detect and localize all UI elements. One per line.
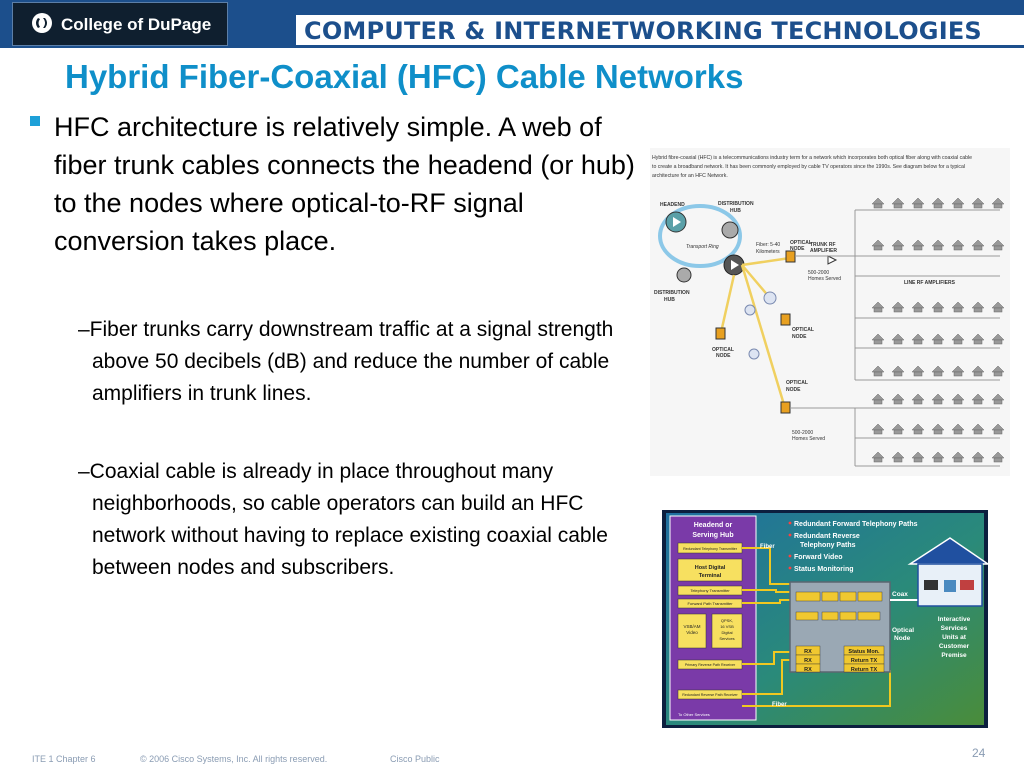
svg-text:DISTRIBUTION: DISTRIBUTION (654, 290, 690, 296)
svg-text:Homes Served: Homes Served (808, 276, 842, 282)
svg-text:Host Digital: Host Digital (694, 565, 726, 571)
svg-text:Status Monitoring: Status Monitoring (794, 566, 854, 573)
svg-text:Primary Reverse Path Receiver: Primary Reverse Path Receiver (684, 663, 736, 667)
svg-text:Headend or: Headend or (693, 522, 733, 529)
diagram-caption-line2: to create a broadband network. It has been commonly employed by cable TV operators since the 1990s. See diagram below for a typical (652, 164, 966, 170)
svg-text:Terminal: Terminal (698, 573, 722, 579)
svg-text:Premise: Premise (941, 652, 967, 659)
optical-node-icon (781, 314, 790, 325)
svg-text:Return TX: Return TX (850, 658, 878, 664)
svg-text:Serving Hub: Serving Hub (692, 532, 734, 539)
college-logo (12, 2, 228, 46)
svg-text:16 VSB: 16 VSB (720, 624, 734, 629)
optical-node-diagram (662, 510, 988, 728)
program-banner (296, 15, 1024, 45)
fiber-distance-label: Fiber: 5-40 (756, 242, 781, 248)
footer-copyright: © 2006 Cisco Systems, Inc. All rights reserved. (140, 754, 328, 764)
svg-text:NODE: NODE (790, 246, 805, 252)
svg-text:OPTICAL: OPTICAL (786, 380, 808, 386)
houses-row (872, 366, 1004, 376)
main-bullet-text: HFC architecture is relatively simple. A web of fiber trunk cables connects the headend (or hub) to the nodes where optical-to-RF signal conversion takes place. (54, 112, 635, 256)
svg-text:VSB/AM: VSB/AM (683, 624, 701, 629)
svg-text:NODE: NODE (716, 353, 731, 359)
footer-chapter: ITE 1 Chapter 6 (32, 754, 96, 764)
trunk-rf-amplifier-label: TRUNK RF (810, 242, 836, 248)
optical-node-icon (716, 328, 725, 339)
svg-text:Forward Video: Forward Video (794, 554, 843, 561)
college-name: College of DuPage (61, 15, 212, 34)
svg-text:To Other Services: To Other Services (678, 712, 710, 717)
houses-row (872, 424, 1004, 434)
svg-text:Redundant Reverse: Redundant Reverse (794, 533, 860, 540)
sub-bullet-fiber-trunks: –Fiber trunks carry downstream traffic at a signal strength above 50 decibels (dB) and reduce the number of cable amplifiers in trunk lines. (78, 318, 614, 405)
svg-text:Interactive: Interactive (937, 616, 971, 623)
svg-text:Services: Services (719, 636, 735, 641)
diagram-caption-line1: Hybrid fibre-coaxial (HFC) is a telecommunications industry term for a network which incorporates both optical fiber along with coaxial cable (652, 155, 973, 161)
distribution-hub-icon (722, 222, 738, 238)
svg-text:RX: RX (804, 649, 812, 655)
svg-text:RX: RX (804, 658, 812, 664)
line-rf-amplifiers-label: LINE RF AMPLIFIERS (904, 280, 955, 286)
svg-text:Video: Video (686, 630, 698, 635)
houses-row (872, 302, 1004, 312)
svg-text:Return TX: Return TX (850, 667, 878, 673)
svg-text:AMPLIFIER: AMPLIFIER (810, 248, 837, 254)
svg-text:Status Mon.: Status Mon. (848, 649, 880, 655)
headend-label: HEADEND (660, 202, 685, 208)
svg-text:QPSK,: QPSK, (720, 618, 734, 623)
svg-text:NODE: NODE (786, 387, 801, 393)
svg-text:Optical: Optical (892, 627, 915, 634)
hfc-architecture-diagram (650, 148, 1010, 476)
diagram-caption-line3: architecture for an HFC Network. (652, 173, 728, 179)
distribution-hub-bottom-icon (677, 268, 691, 282)
svg-text:HUB: HUB (664, 297, 675, 303)
svg-text:NODE: NODE (792, 334, 807, 340)
svg-text:Telephony Transmitter: Telephony Transmitter (690, 588, 730, 593)
svg-text:HUB: HUB (730, 208, 741, 214)
footer-classification: Cisco Public (390, 754, 440, 764)
svg-text:Customer: Customer (938, 643, 970, 650)
slide-title: Hybrid Fiber-Coaxial (HFC) Cable Networks (65, 58, 744, 95)
svg-text:OPTICAL: OPTICAL (712, 347, 734, 353)
svg-text:OPTICAL: OPTICAL (792, 327, 814, 333)
svg-text:Forward Path Transmitter: Forward Path Transmitter (687, 601, 733, 606)
svg-text:Homes Served: Homes Served (792, 436, 826, 442)
page-number: 24 (972, 746, 986, 760)
transport-ring-label: Transport Ring (686, 244, 719, 250)
svg-text:Redundant Forward Telephony Pa: Redundant Forward Telephony Paths (794, 521, 918, 528)
houses-row (872, 198, 1004, 208)
svg-text:RX: RX (804, 667, 812, 673)
svg-text:Node: Node (894, 635, 911, 642)
fiber-label: Fiber (760, 544, 775, 550)
program-title: COMPUTER & INTERNETWORKING TECHNOLOGIES (304, 17, 982, 45)
svg-text:Digital: Digital (721, 630, 733, 635)
svg-text:Telephony Paths: Telephony Paths (800, 542, 856, 549)
optical-node-icon (781, 402, 790, 413)
svg-text:Fiber: Fiber (772, 702, 787, 708)
svg-text:500-2000: 500-2000 (808, 270, 830, 276)
houses-row (872, 240, 1004, 250)
houses-row (872, 452, 1004, 462)
svg-text:Units at: Units at (942, 634, 966, 641)
svg-text:Services: Services (940, 625, 968, 632)
houses-row (872, 334, 1004, 344)
svg-text:Redundant Telephony Transmitte: Redundant Telephony Transmitter (683, 547, 737, 551)
distribution-hub-top-label: DISTRIBUTION (718, 201, 754, 207)
svg-text:Kilometers: Kilometers (756, 249, 780, 255)
svg-text:Redundant Reverse Path Receive: Redundant Reverse Path Receiver (682, 693, 738, 697)
college-logo-icon (31, 12, 53, 34)
optical-node-icon (786, 251, 795, 262)
header-bar (0, 0, 1024, 48)
bullet-square-icon (30, 116, 40, 126)
svg-text:Coax: Coax (892, 591, 908, 598)
sub-bullet-coaxial-cable: –Coaxial cable is already in place throughout many neighborhoods, so cable operators can build an HFC network without having to replace existing coaxial cable between nodes and subscribers. (78, 460, 608, 579)
houses-row (872, 394, 1004, 404)
svg-text:OPTICAL: OPTICAL (790, 240, 812, 246)
svg-text:500-2000: 500-2000 (792, 430, 814, 436)
